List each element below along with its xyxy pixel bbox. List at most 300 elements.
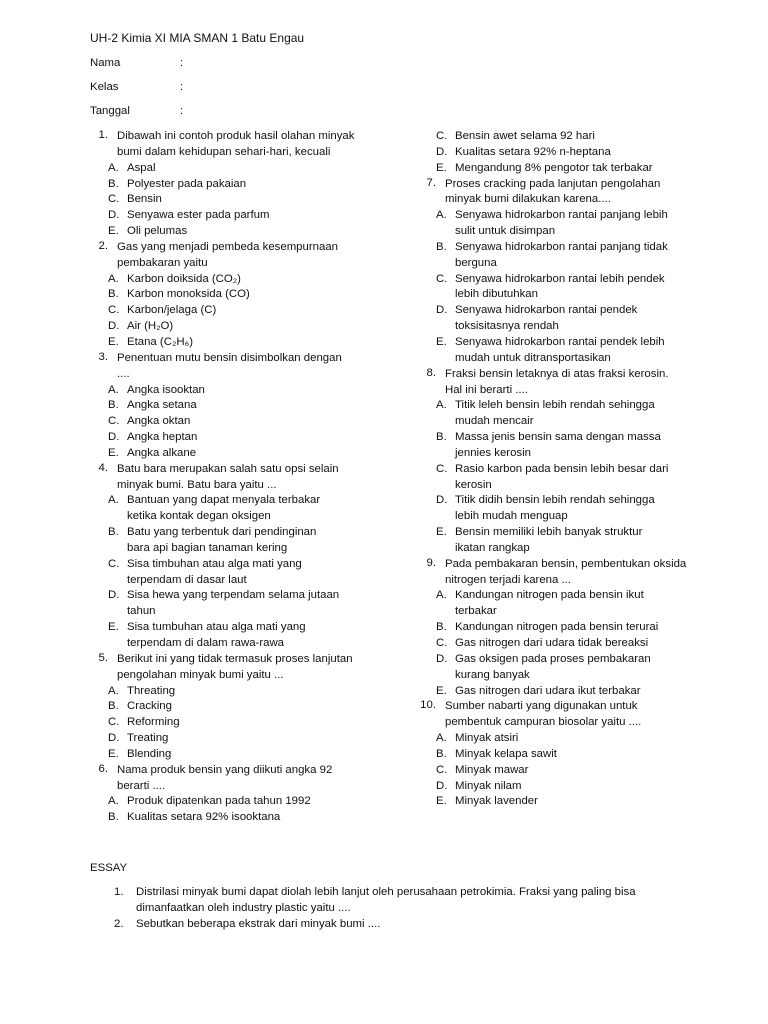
question-text-line: pembentuk campuran biosolar yaitu .... [445,716,642,729]
answer-options [414,588,714,699]
question-number: 7. [426,176,436,189]
option-text-line: Senyawa ester pada parfum [127,209,270,222]
option-text [127,383,386,399]
option-text [127,446,386,462]
option-letter: E. [108,225,119,238]
option-text-line: sulit untuk disimpan [455,225,556,238]
option-text [455,303,714,335]
answer-option [108,287,386,303]
question-item [86,763,386,826]
option-letter: D. [108,209,120,222]
option-text-line: Treating [127,732,169,745]
option-text [455,588,714,620]
essay-text [136,916,714,932]
option-letter: E. [108,335,119,348]
answer-option [436,303,714,335]
option-letter: A. [108,161,119,174]
option-text [127,287,386,303]
option-text-line: Mengandung 8% pengotor tak terbakar [455,161,653,174]
option-text [455,430,714,462]
field-colon: : [180,81,184,93]
option-text [127,161,386,177]
option-text-line: Senyawa hidrokarbon rantai panjang lebih [455,209,668,222]
answer-options [86,272,386,351]
option-letter: C. [436,272,448,285]
option-text-line: Kandungan nitrogen pada bensin terurai [455,621,659,634]
option-text [455,620,714,636]
question-number: 4. [98,461,108,474]
option-text-line: Angka alkane [127,446,197,459]
option-text-line: Angka isooktan [127,383,205,396]
option-letter: E. [108,446,119,459]
option-text-line: Titik didih bensin lebih rendah sehingga [455,494,655,507]
field-label-nama: Nama [90,57,121,69]
question-text-line: Berikut ini yang tidak termasuk proses lanjutan [117,652,353,665]
answer-option [108,557,386,589]
question-text-line: nitrogen terjadi karena ... [445,573,572,586]
option-text [455,652,714,684]
question-item [86,240,386,351]
answer-option [436,272,714,304]
option-text [127,430,386,446]
question-text-line: berarti .... [117,779,166,792]
question-number: 10. [420,699,436,712]
essay-question [114,916,714,932]
option-letter: A. [108,494,119,507]
option-text-line: Gas nitrogen dari udara ikut terbakar [455,684,641,697]
option-text [127,731,386,747]
option-text [455,636,714,652]
answer-option [436,684,714,700]
question-text [436,177,714,209]
option-text [455,462,714,494]
question-stem [86,652,386,684]
essay-number: 2. [114,918,124,930]
answer-option [436,335,714,367]
question-number: 5. [98,651,108,664]
option-letter: B. [108,811,119,824]
option-text-line: Reforming [127,716,180,729]
option-text-line: Bensin [127,193,162,206]
option-text [127,272,386,288]
option-text-line: Minyak kelapa sawit [455,747,557,760]
option-text-line: Minyak mawar [455,763,529,776]
question-text-line: .... [117,367,130,380]
answer-option [108,335,386,351]
answer-option [108,588,386,620]
option-letter: B. [436,747,447,760]
option-text-line: bara api bagian tanaman kering [127,541,288,554]
option-text-line: Bantuan yang dapat menyala terbakar [127,494,321,507]
option-text-line: Sisa hewa yang terpendam selama jutaan [127,589,340,602]
answer-options [414,129,714,177]
option-text-line: Batu yang terbentuk dari pendinginan [127,526,317,539]
essay-number: 1. [114,886,124,898]
option-text [127,398,386,414]
option-text [127,620,386,652]
answer-option [108,161,386,177]
option-text [455,161,714,177]
option-letter: C. [436,462,448,475]
option-text-line: Threating [127,684,176,697]
option-letter: A. [108,795,119,808]
answer-option [108,731,386,747]
answer-options [414,731,714,810]
answer-option [108,414,386,430]
answer-option [108,398,386,414]
option-letter: B. [108,288,119,301]
option-text [455,129,714,145]
option-text [455,747,714,763]
answer-options [86,794,386,826]
answer-option [108,383,386,399]
option-text [127,588,386,620]
option-text-line: Angka setana [127,399,197,412]
answer-option [436,731,714,747]
option-letter: D. [436,494,448,507]
option-text-line: kurang banyak [455,668,530,681]
option-letter: E. [108,621,119,634]
option-text [127,810,386,826]
question-stem [86,462,386,494]
option-letter: A. [436,732,447,745]
question-text [108,652,386,684]
essay-list [114,884,714,932]
option-letter: E. [436,795,447,808]
option-text-line: Etana (C₂H₆) [127,335,193,348]
option-text [127,525,386,557]
question-text-line: Dibawah ini contoh produk hasil olahan minyak [117,130,355,142]
option-text [127,224,386,240]
answer-option [436,398,714,430]
option-text [127,319,386,335]
option-text [127,715,386,731]
question-number: 3. [98,350,108,363]
option-letter: D. [436,304,448,317]
option-text-line: Produk dipatenkan pada tahun 1992 [127,795,311,808]
option-text-line: lebih dibutuhkan [455,288,538,301]
question-text-line: Penentuan mutu bensin disimbolkan dengan [117,351,342,364]
answer-option [436,208,714,240]
option-letter: C. [108,716,120,729]
answer-option [436,161,714,177]
question-number: 2. [98,239,108,252]
option-letter: C. [436,130,448,142]
answer-option [436,525,714,557]
option-text-line: tahun [127,605,156,618]
option-text-line: Aspal [127,161,156,174]
answer-option [436,588,714,620]
question-item [414,177,714,367]
option-text-line: terpendam di dalam rawa-rawa [127,637,285,649]
question-text [436,699,714,731]
answer-option [436,145,714,161]
option-letter: D. [108,431,120,444]
answer-option [108,620,386,652]
option-text-line: Blending [127,747,172,760]
answer-option [436,240,714,272]
option-text [127,557,386,589]
option-text-line: ikatan rangkap [455,541,530,554]
option-text [455,208,714,240]
option-letter: B. [436,240,447,253]
option-text [127,414,386,430]
option-letter: D. [436,145,448,158]
option-text-line: Minyak lavender [455,795,538,808]
option-text-line: Sisa tumbuhan atau alga mati yang [127,621,306,634]
essay-text-line: Distrilasi minyak bumi dapat diolah lebih lanjut oleh perusahaan petrokimia. Fraksi yang paling bisa [136,886,636,898]
question-item [414,129,714,177]
answer-option [108,794,386,810]
answer-option [108,272,386,288]
option-text-line: berguna [455,256,497,269]
answer-option [436,779,714,795]
question-item [86,351,386,462]
essay-heading: ESSAY [90,862,128,874]
option-letter: E. [436,161,447,174]
question-text [108,351,386,383]
option-text-line: Senyawa hidrokarbon rantai panjang tidak [455,240,668,253]
field-label-tanggal: Tanggal [90,105,130,117]
answer-option [108,446,386,462]
option-text-line: terbakar [455,605,497,618]
question-stem [86,763,386,795]
option-text [455,731,714,747]
option-text-line: Bensin memiliki lebih banyak struktur [455,526,643,539]
answer-option [108,319,386,335]
option-text-line: mudah mencair [455,415,534,428]
option-letter: C. [436,637,448,649]
option-text-line: mudah untuk ditransportasikan [455,351,611,364]
option-text [127,303,386,319]
question-text-line: minyak bumi. Batu bara yaitu ... [117,478,277,491]
option-text-line: Karbon monoksida (CO) [127,288,250,301]
option-text-line: ketika kontak degan oksigen [127,510,271,523]
answer-option [108,715,386,731]
option-text-line: Karbon/jelaga (C) [127,304,217,317]
question-text-line: minyak bumi dilakukan karena.... [445,193,611,206]
option-text-line: kerosin [455,478,492,491]
question-text [108,240,386,272]
option-text [455,684,714,700]
option-letter: E. [436,684,447,697]
question-stem [414,557,714,589]
option-letter: E. [436,526,447,539]
answer-option [108,525,386,557]
question-text-line: pengolahan minyak bumi yaitu ... [117,668,284,681]
option-text-line: Cracking [127,700,172,713]
answer-options [86,383,386,462]
option-text-line: Kualitas setara 92% isooktana [127,811,281,824]
answer-option [436,129,714,145]
question-number: 8. [426,366,436,379]
question-text-line: Nama produk bensin yang diikuti angka 92 [117,763,333,776]
option-letter: A. [108,684,119,697]
field-colon: : [180,105,184,117]
exam-title: UH-2 Kimia XI MIA SMAN 1 Batu Engau [90,31,305,45]
option-letter: D. [436,779,448,792]
option-text-line: Rasio karbon pada bensin lebih besar dari [455,462,669,475]
option-text-line: Titik leleh bensin lebih rendah sehingga [455,399,655,412]
option-text-line: Kandungan nitrogen pada bensin ikut [455,589,644,602]
option-text [455,763,714,779]
question-item [86,462,386,652]
answer-options [86,493,386,651]
question-number: 1. [98,129,108,141]
option-text [455,240,714,272]
answer-options [86,684,386,763]
question-number: 6. [98,762,108,775]
essay-text-line: dimanfaatkan oleh industry plastic yaitu .... [136,902,351,914]
option-text-line: Bensin awet selama 92 hari [455,130,595,142]
option-text [127,208,386,224]
option-text-line: Minyak atsiri [455,732,519,745]
answer-option [108,810,386,826]
option-letter: C. [108,193,120,206]
option-letter: A. [108,383,119,396]
question-text [108,462,386,494]
option-letter: E. [108,747,119,760]
question-stem [414,367,714,399]
answer-option [108,747,386,763]
essay-text-line: Sebutkan beberapa ekstrak dari minyak bumi .... [136,918,381,930]
question-stem [414,177,714,209]
question-text-line: Batu bara merupakan salah satu opsi selain [117,462,339,475]
option-text-line: Gas oksigen pada proses pembakaran [455,652,651,665]
option-letter: D. [108,320,120,333]
question-text-line: Sumber nabarti yang digunakan untuk [445,700,638,713]
question-stem [86,129,386,161]
option-letter: D. [436,652,448,665]
answer-option [436,493,714,525]
question-column-right [414,129,714,810]
option-text [127,684,386,700]
option-text-line: Senyawa hidrokarbon rantai pendek lebih [455,335,665,348]
option-letter: B. [436,431,447,444]
question-text-line: Proses cracking pada lanjutan pengolahan [445,177,661,190]
option-text [127,493,386,525]
option-letter: B. [108,177,119,190]
question-item [414,367,714,557]
answer-option [108,684,386,700]
option-letter: B. [108,399,119,412]
answer-option [108,208,386,224]
option-letter: D. [108,589,120,602]
option-text-line: Gas nitrogen dari udara tidak bereaksi [455,637,649,649]
question-item [86,129,386,240]
option-text [455,525,714,557]
option-text [127,335,386,351]
option-text-line: lebih mudah menguap [455,510,568,523]
question-stem [86,351,386,383]
option-letter: C. [108,415,120,428]
option-text-line: Oli pelumas [127,225,188,238]
option-letter: D. [108,732,120,745]
field-colon: : [180,57,184,69]
answer-option [436,620,714,636]
option-letter: A. [436,399,447,412]
option-letter: B. [436,621,447,634]
option-text-line: Karbon doiksida (CO₂) [127,272,241,285]
question-item [414,699,714,810]
answer-option [108,303,386,319]
option-text [127,794,386,810]
option-letter: C. [436,763,448,776]
option-text [455,335,714,367]
answer-options [86,161,386,240]
option-letter: A. [108,272,119,285]
answer-options [414,208,714,366]
option-text-line: Kualitas setara 92% n-heptana [455,145,611,158]
option-text-line: toksisitasnya rendah [455,320,559,333]
essay-question [114,884,714,916]
answer-option [436,636,714,652]
answer-option [436,794,714,810]
answer-option [108,699,386,715]
question-text-line: Gas yang menjadi pembeda kesempurnaan [117,240,338,253]
option-text [455,398,714,430]
question-stem [86,240,386,272]
question-item [414,557,714,700]
option-text-line: Sisa timbuhan atau alga mati yang [127,557,302,570]
question-text [436,557,714,589]
answer-option [108,430,386,446]
option-text [455,493,714,525]
question-text-line: Pada pembakaran bensin, pembentukan oksida [445,557,687,570]
option-text-line: Polyester pada pakaian [127,177,247,190]
option-text [127,177,386,193]
option-letter: A. [436,589,447,602]
question-stem [414,699,714,731]
question-text-line: bumi dalam kehidupan sehari-hari, kecuali [117,145,331,158]
answer-option [436,763,714,779]
question-text [108,129,386,161]
option-text-line: Angka oktan [127,415,191,428]
answer-option [436,462,714,494]
option-text [455,779,714,795]
option-letter: B. [108,700,119,713]
option-text [127,699,386,715]
option-text [127,192,386,208]
question-item [86,652,386,763]
option-letter: C. [108,557,120,570]
answer-option [108,493,386,525]
answer-option [108,192,386,208]
answer-option [436,652,714,684]
option-text-line: Minyak nilam [455,779,522,792]
answer-options [414,398,714,556]
option-text-line: Angka heptan [127,431,198,444]
option-letter: B. [108,526,119,539]
option-letter: C. [108,304,120,317]
option-text-line: Air (H₂O) [127,320,174,333]
question-number: 9. [426,556,436,569]
field-label-kelas: Kelas [90,81,119,93]
option-text-line: Senyawa hidrokarbon rantai lebih pendek [455,272,665,285]
option-text [455,794,714,810]
option-text [455,272,714,304]
question-text-line: Fraksi bensin letaknya di atas fraksi kerosin. [445,367,669,380]
option-text [455,145,714,161]
answer-option [436,430,714,462]
question-text [436,367,714,399]
option-text-line: terpendam di dasar laut [127,573,247,586]
answer-option [436,747,714,763]
option-text-line: jennies kerosin [455,446,531,459]
option-text-line: Senyawa hidrokarbon rantai pendek [455,304,638,317]
question-text-line: Hal ini berarti .... [445,383,528,396]
question-column-left [86,129,386,826]
